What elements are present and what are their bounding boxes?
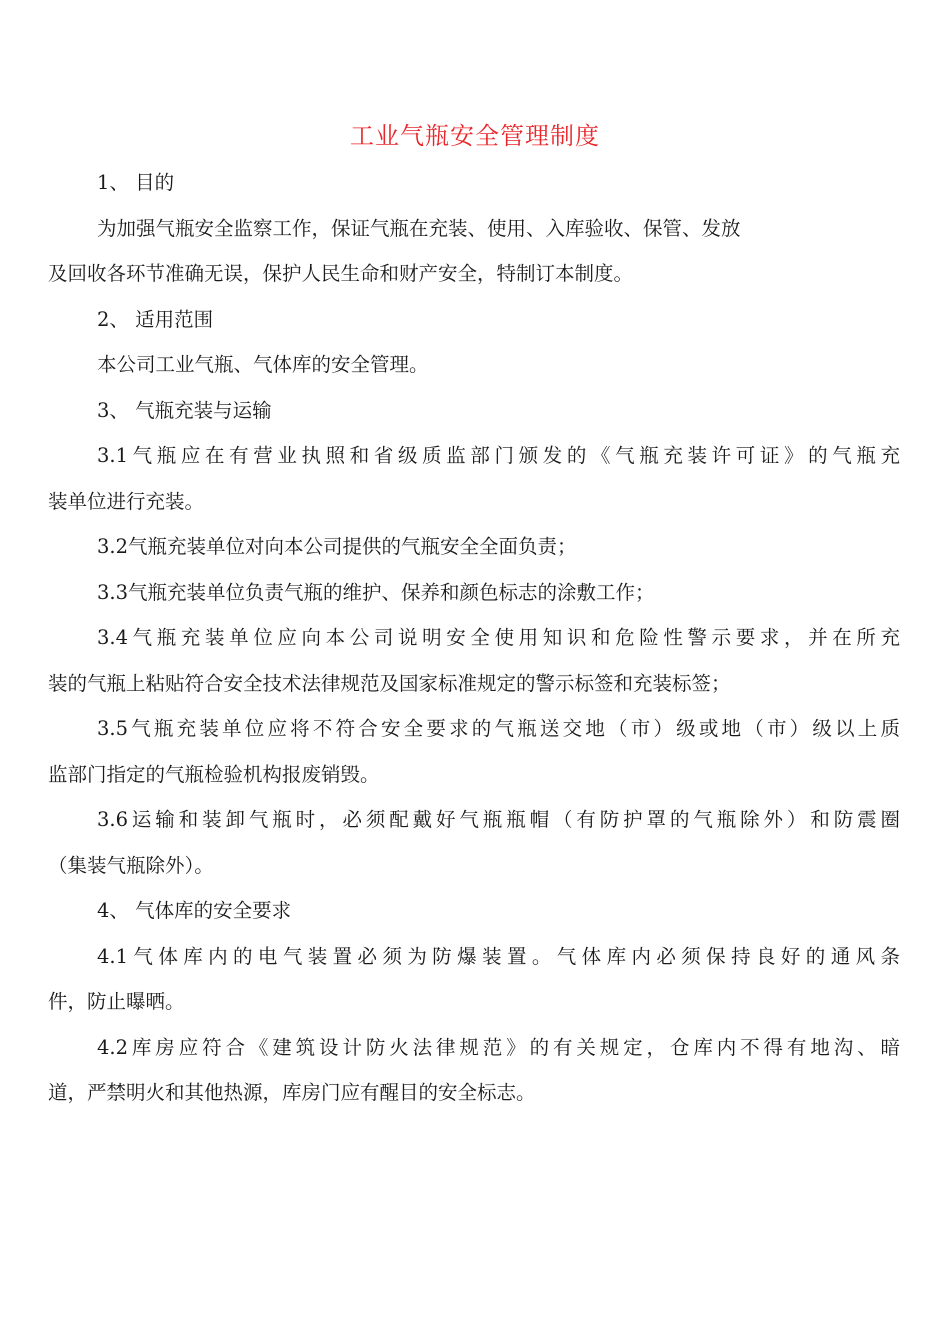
paragraph-line: 监部门指定的气瓶检验机构报废销毁。 [48, 762, 380, 786]
paragraph-line: 3.1气瓶应在有营业执照和省级质监部门颁发的《气瓶充装许可证》的气瓶充 [97, 444, 900, 467]
paragraph-line: 3.5气瓶充装单位应将不符合安全要求的气瓶送交地（市）级或地（市）级以上质 [97, 717, 900, 740]
heading-purpose: 1、 目的 [97, 171, 175, 194]
paragraph-line: 3.6运输和装卸气瓶时，必须配戴好气瓶瓶帽（有防护罩的气瓶除外）和防震圈 [97, 808, 900, 831]
document-body [48, 160, 900, 1116]
paragraph-line: 件，防止曝晒。 [48, 990, 185, 1013]
heading-gas-storage: 4、 气体库的安全要求 [97, 899, 292, 922]
paragraph-line: 装的气瓶上粘贴符合安全技术法律规范及国家标准规定的警示标签和充装标签； [48, 671, 731, 695]
paragraph-line: 3.2气瓶充装单位对向本公司提供的气瓶安全全面负责； [97, 535, 577, 558]
heading-scope: 2、 适用范围 [97, 307, 214, 331]
document-title: 工业气瓶安全管理制度 [350, 122, 600, 150]
paragraph-line: 及回收各环节准确无误，保护人民生命和财产安全，特制订本制度。 [48, 262, 634, 285]
paragraph-line: 3.3气瓶充装单位负责气瓶的维护、保养和颜色标志的涂敷工作； [97, 580, 655, 604]
heading-filling-transport: 3、 气瓶充装与运输 [97, 398, 272, 422]
paragraph-line: 为加强气瓶安全监察工作，保证气瓶在充装、使用、入库验收、保管、发放 [97, 216, 741, 240]
paragraph-line: 4.2库房应符合《建筑设计防火法律规范》的有关规定，仓库内不得有地沟、暗 [97, 1035, 900, 1059]
paragraph-line: 本公司工业气瓶、气体库的安全管理。 [97, 353, 429, 376]
paragraph-line: 4.1气体库内的电气装置必须为防爆装置。气体库内必须保持良好的通风条 [97, 944, 900, 968]
paragraph-line: 3.4气瓶充装单位应向本公司说明安全使用知识和危险性警示要求，并在所充 [97, 626, 900, 649]
paragraph-line: 装单位进行充装。 [48, 489, 205, 513]
paragraph-line: 道，严禁明火和其他热源，库房门应有醒目的安全标志。 [48, 1081, 536, 1104]
paragraph-line: （集装气瓶除外）。 [48, 853, 214, 877]
